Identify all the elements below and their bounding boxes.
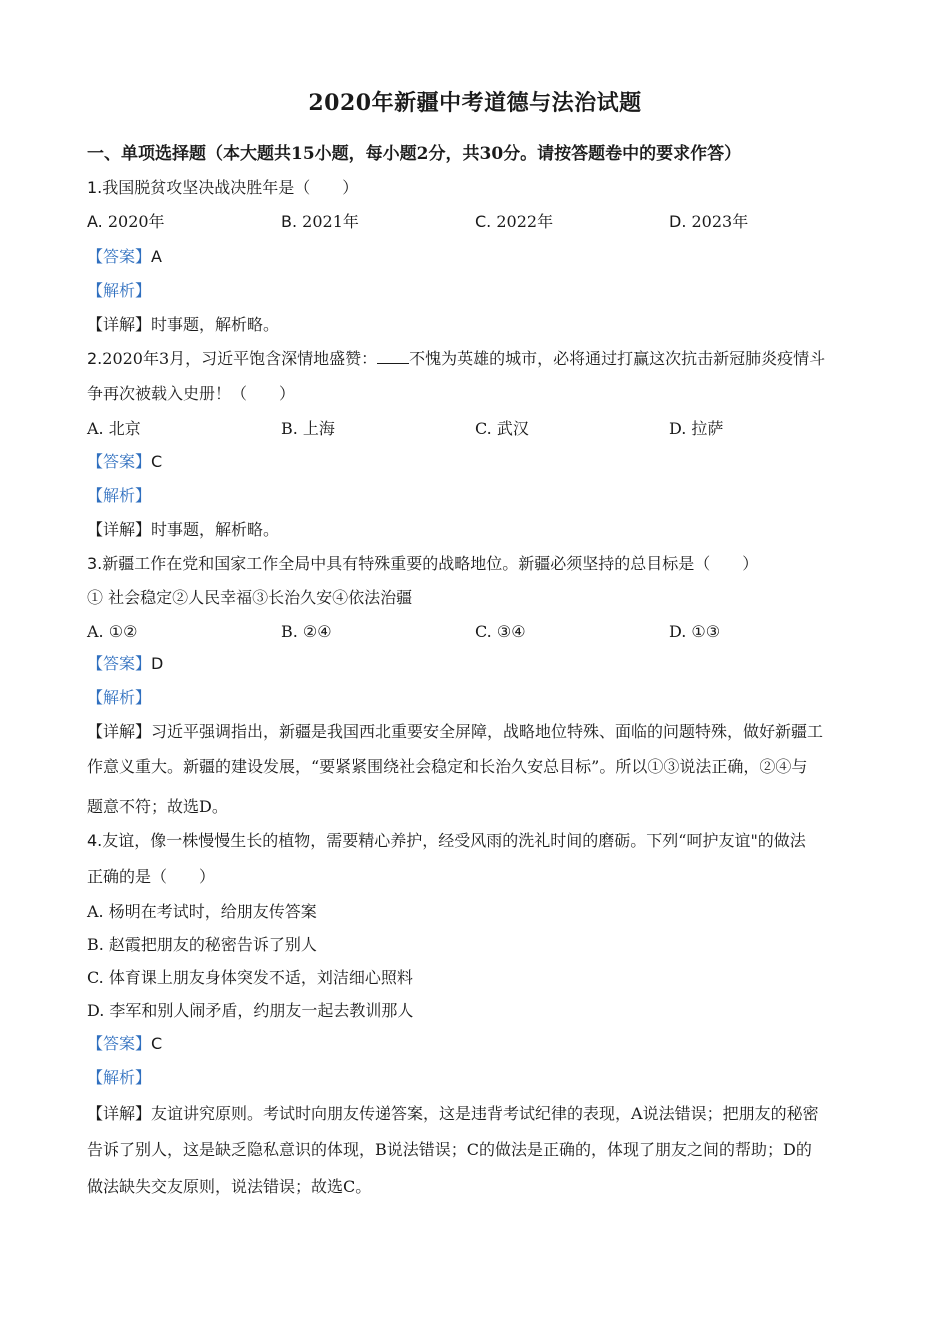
question-3-option-b: B. ②④ — [281, 622, 332, 641]
question-3-detail-line2: 作意义重大。新疆的建设发展，“要紧紧围绕社会稳定和长治久安总目标”。所以①③说法正确，②④与 — [87, 757, 808, 776]
question-4-answer: 【答案】C — [87, 1034, 163, 1053]
question-1-stem: 1.我国脱贫攻坚决战决胜年是（ ） — [87, 178, 359, 197]
question-2-stem-line2: 争再次被载入史册！（ ） — [87, 384, 296, 403]
question-3-option-a: A. ①② — [87, 622, 138, 641]
question-2-detail: 【详解】时事题，解析略。 — [87, 520, 280, 539]
question-4-stem-line2: 正确的是（ ） — [87, 867, 216, 886]
question-2-answer: 【答案】C — [87, 452, 163, 471]
question-4-option-a: A. 杨明在考试时，给朋友传答案 — [87, 902, 317, 921]
question-4-analysis-label: 【解析】 — [87, 1068, 152, 1087]
question-4-option-d: D. 李军和别人闹矛盾，约朋友一起去教训那人 — [87, 1001, 414, 1020]
question-3-detail-line3: 题意不符；故选D。 — [87, 797, 228, 816]
question-1-answer: 【答案】A — [87, 247, 162, 266]
question-3-analysis-label: 【解析】 — [87, 688, 152, 707]
question-4-detail-line3: 做法缺失交友原则，说法错误；故选C。 — [87, 1177, 372, 1196]
question-2-stem: 2.2020年3月，习近平饱含深情地盛赞： 不愧为英雄的城市，必将通过打赢这次抗击新冠肺炎疫情斗 — [87, 349, 826, 368]
question-2-option-a: A. 北京 — [87, 419, 141, 438]
question-1-option-b: B. 2021年 — [281, 212, 359, 231]
question-1-analysis-label: 【解析】 — [87, 281, 152, 300]
question-2-option-d: D. 拉萨 — [669, 419, 724, 438]
question-1-detail: 【详解】时事题，解析略。 — [87, 315, 280, 334]
question-3-detail-line1: 【详解】习近平强调指出，新疆是我国西北重要安全屏障，战略地位特殊、面临的问题特殊，做好新疆工 — [87, 722, 824, 741]
question-1-option-a: A. 2020年 — [87, 212, 165, 231]
question-4-option-c: C. 体育课上朋友身体突发不适，刘洁细心照料 — [87, 968, 413, 987]
page-title: 2020年新疆中考道德与法治试题 — [308, 90, 642, 116]
section-heading: 一、单项选择题（本大题共15小题，每小题2分，共30分。请按答题卷中的要求作答） — [87, 144, 742, 164]
question-3-statements: ① 社会稳定②人民幸福③长治久安④依法治疆 — [87, 588, 413, 607]
question-3-stem: 3.新疆工作在党和国家工作全局中具有特殊重要的战略地位。新疆必须坚持的总目标是（ ） — [87, 554, 759, 573]
question-1-option-d: D. 2023年 — [669, 212, 749, 231]
question-3-option-d: D. ①③ — [669, 622, 721, 641]
question-4-detail-line2: 告诉了别人，这是缺乏隐私意识的体现，B说法错误；C的做法是正确的，体现了朋友之间的帮助；D的 — [87, 1140, 812, 1159]
question-2-option-c: C. 武汉 — [475, 419, 529, 438]
question-1-option-c: C. 2022年 — [475, 212, 554, 231]
question-2-analysis-label: 【解析】 — [87, 486, 152, 505]
question-3-option-c: C. ③④ — [475, 622, 526, 641]
question-3-answer: 【答案】D — [87, 654, 164, 673]
question-4-option-b: B. 赵霞把朋友的秘密告诉了别人 — [87, 935, 317, 954]
question-4-stem: 4.友谊，像一株慢慢生长的植物，需要精心养护，经受风雨的洗礼时间的磨砺。下列“呵护友谊"的做法 — [87, 831, 806, 850]
blank-underline — [377, 349, 409, 364]
question-2-option-b: B. 上海 — [281, 419, 335, 438]
question-4-detail-line1: 【详解】友谊讲究原则。考试时向朋友传递答案，这是违背考试纪律的表现，A说法错误；把朋友的秘密 — [87, 1104, 819, 1123]
